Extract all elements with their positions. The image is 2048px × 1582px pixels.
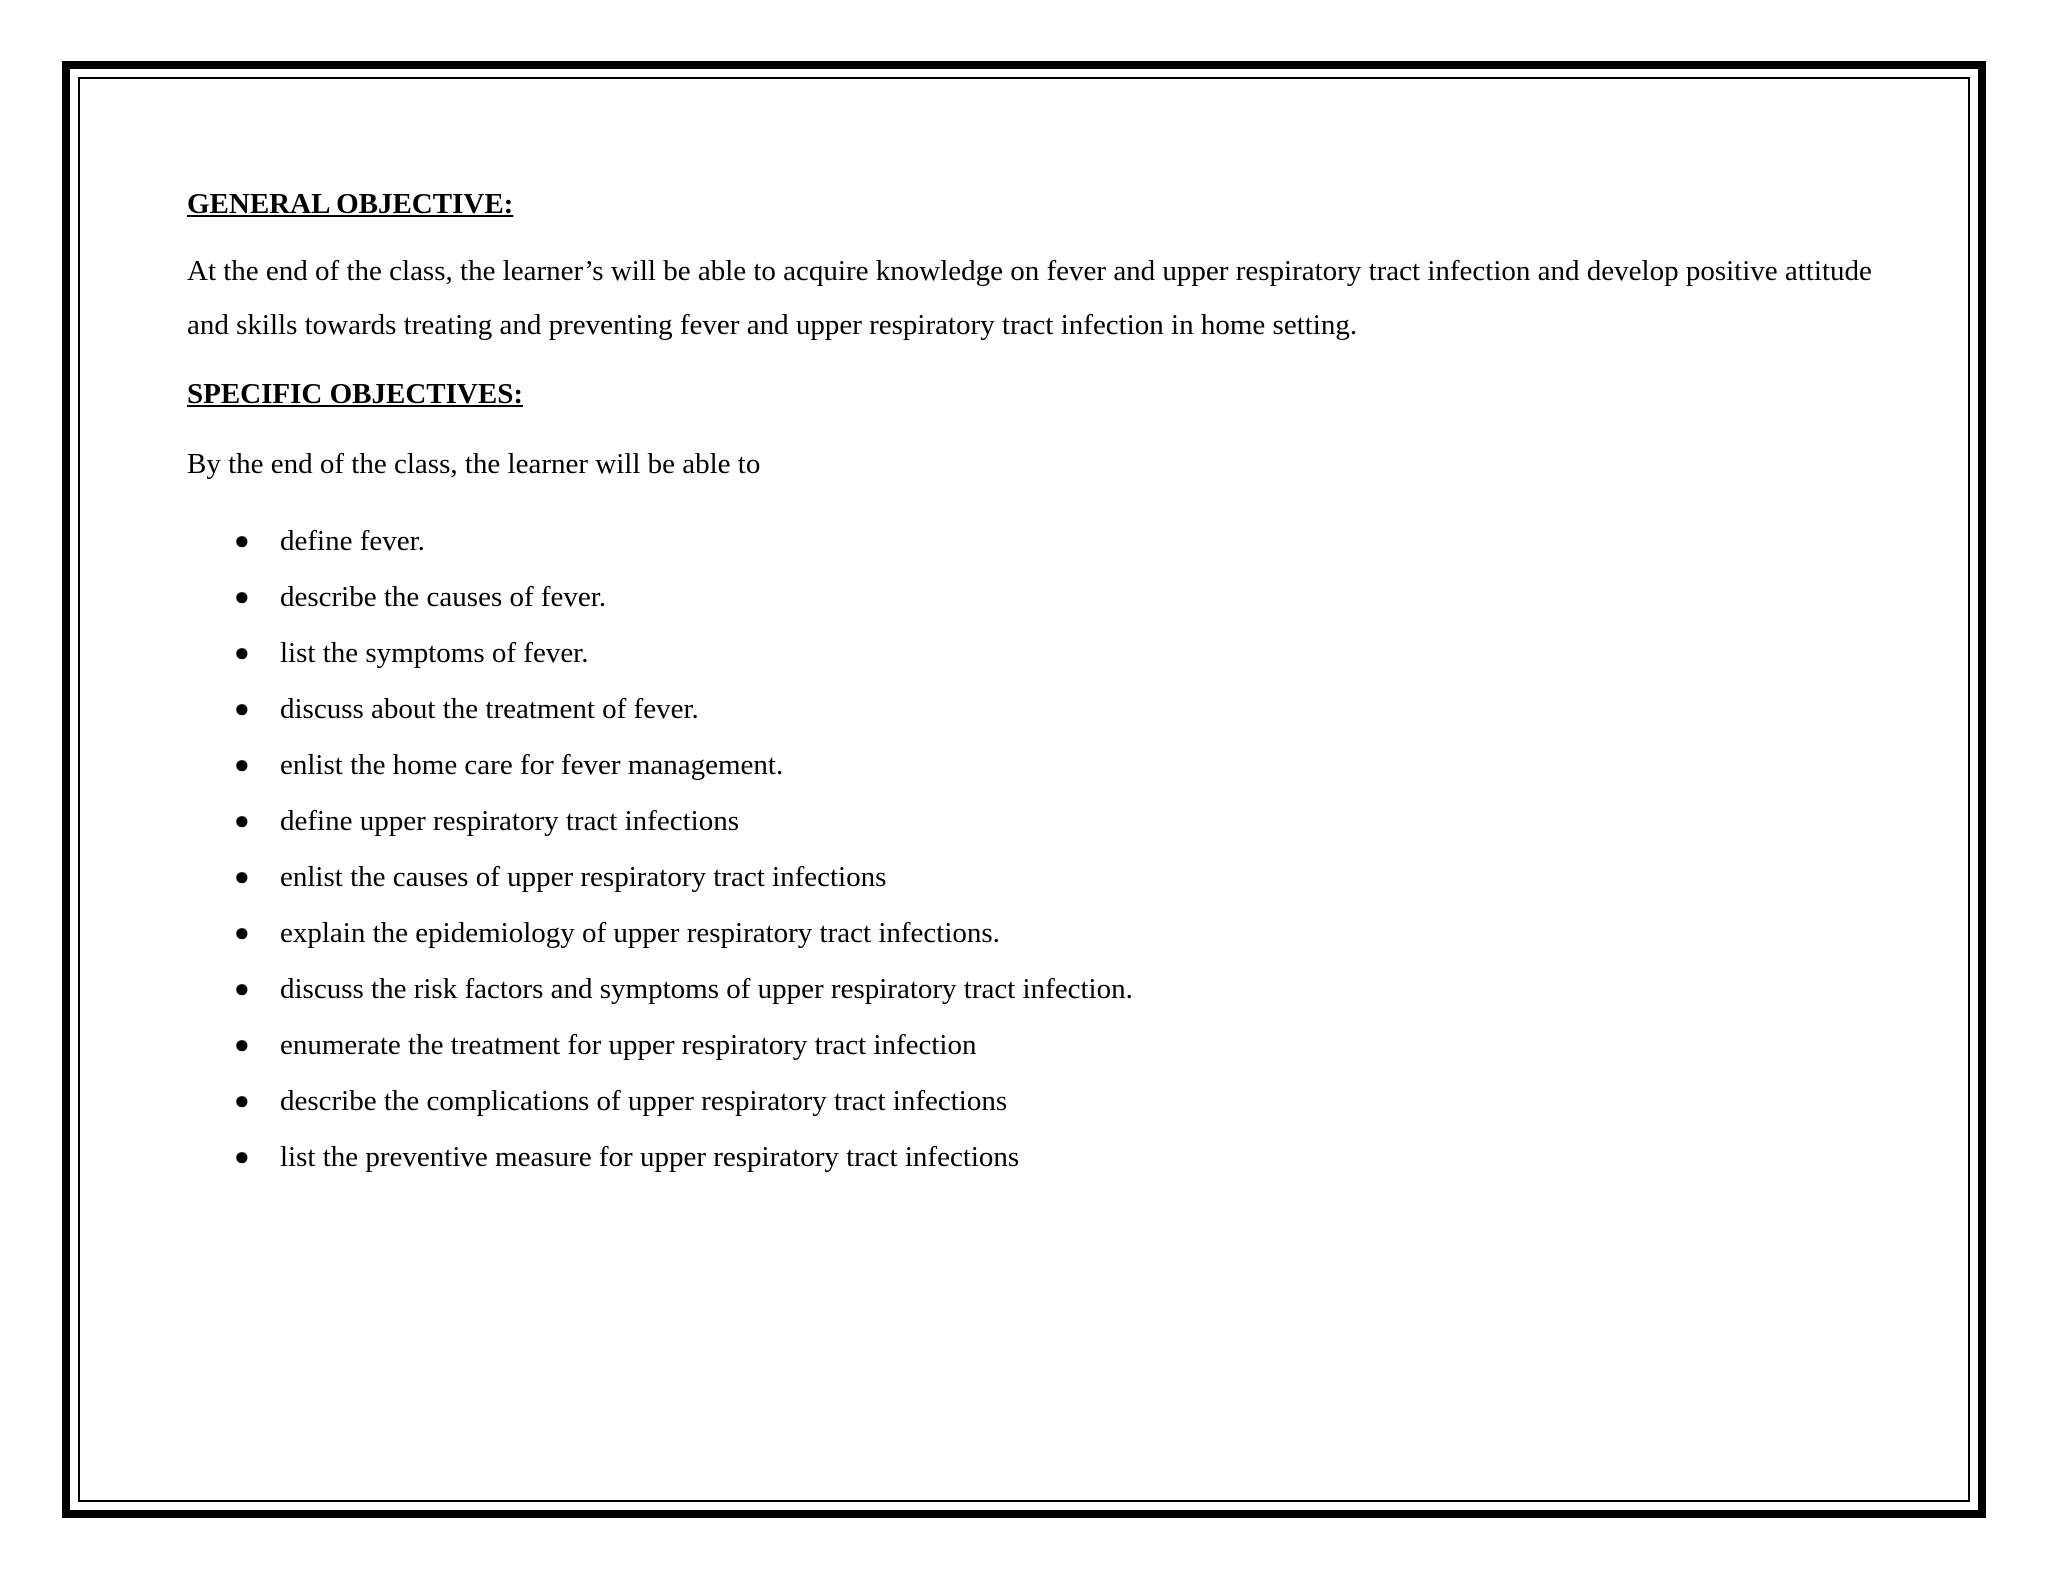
specific-objectives-intro: By the end of the class, the learner will be able to (187, 448, 761, 480)
objective-text: define upper respiratory tract infections (280, 805, 739, 837)
objective-list (187, 513, 1887, 1185)
objective-item (187, 793, 1887, 849)
objective-text: discuss the risk factors and symptoms of upper respiratory tract infection. (280, 973, 1133, 1005)
bullet-icon: ● (234, 526, 250, 555)
objective-item (187, 569, 1887, 625)
objective-item (187, 905, 1887, 961)
objective-item (187, 625, 1887, 681)
objective-text: enlist the home care for fever management. (280, 749, 784, 781)
bullet-icon: ● (234, 1030, 250, 1059)
objective-text: list the preventive measure for upper respiratory tract infections (280, 1141, 1020, 1173)
objective-text: explain the epidemiology of upper respiratory tract infections. (280, 917, 1000, 949)
specific-objectives-heading: SPECIFIC OBJECTIVES: (187, 378, 523, 410)
general-objective-heading: GENERAL OBJECTIVE: (187, 188, 514, 220)
objective-text: describe the complications of upper respiratory tract infections (280, 1085, 1008, 1117)
objective-item (187, 961, 1887, 1017)
objective-text: list the symptoms of fever. (280, 637, 589, 669)
objective-text: discuss about the treatment of fever. (280, 693, 699, 725)
bullet-icon: ● (234, 1086, 250, 1115)
objective-item (187, 737, 1887, 793)
objective-item (187, 681, 1887, 737)
bullet-icon: ● (234, 862, 250, 891)
bullet-icon: ● (234, 582, 250, 611)
bullet-icon: ● (234, 974, 250, 1003)
bullet-icon: ● (234, 638, 250, 667)
objective-text: enlist the causes of upper respiratory tract infections (280, 861, 887, 893)
objective-item (187, 1073, 1887, 1129)
objective-item (187, 1017, 1887, 1073)
objective-text: enumerate the treatment for upper respiratory tract infection (280, 1029, 977, 1061)
document-content (187, 184, 1887, 1185)
objective-text: describe the causes of fever. (280, 581, 607, 613)
objective-item (187, 849, 1887, 905)
bullet-icon: ● (234, 694, 250, 723)
objective-text: define fever. (280, 525, 425, 557)
bullet-icon: ● (234, 918, 250, 947)
objective-item (187, 513, 1887, 569)
objective-item (187, 1129, 1887, 1185)
bullet-icon: ● (234, 750, 250, 779)
general-objective-text: At the end of the class, the learner’s will be able to acquire knowledge on fever and upper respiratory tract infection and develop positive attitude and skills towards treating and preventing fever and upper respiratory tract infection in home setting. (187, 255, 1872, 341)
bullet-icon: ● (234, 806, 250, 835)
bullet-icon: ● (234, 1142, 250, 1171)
